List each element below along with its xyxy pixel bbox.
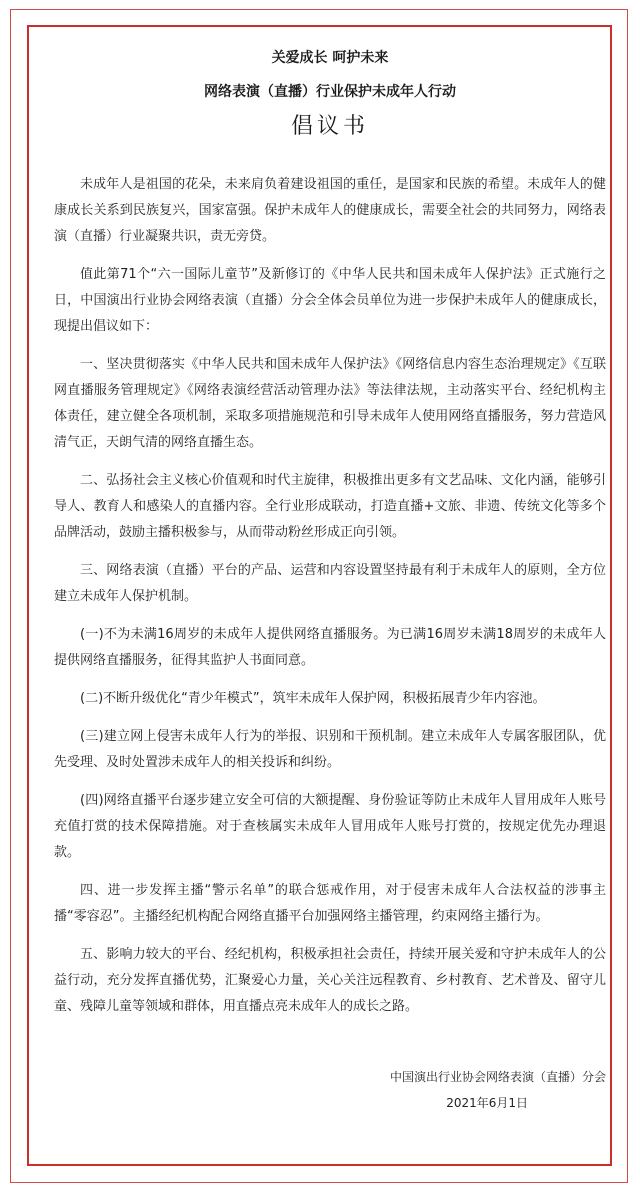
paragraph-sub-1: (一)不为未满16周岁的未成年人提供网络直播服务。为已满16周岁未满18周岁的未成年人提供网络直播服务，征得其监护人书面同意。	[54, 627, 606, 668]
signature-organization: 中国演出行业协会网络表演（直播）分会	[389, 1070, 606, 1084]
paragraph-item-5: 五、影响力较大的平台、经纪机构，积极承担社会责任，持续开展关爱和守护未成年人的公益行动，充分发挥直播优势，汇聚爱心力量，关心关注远程教育、乡村教育、艺术普及、留守儿童、残障儿童等领域和群体，用直播点亮未成年人的成长之路。	[54, 947, 606, 1014]
paragraph-intro: 未成年人是祖国的花朵，未来肩负着建设祖国的重任，是国家和民族的希望。未成年人的健康成长关系到民族复兴，国家富强。保护未成年人的健康成长，需要全社会的共同努力，网络表演（直播）行业凝聚共识，责无旁贷。	[54, 177, 606, 244]
paragraph-item-3: 三、网络表演（直播）平台的产品、运营和内容设置坚持最有利于未成年人的原则，全方位建立未成年人保护机制。	[54, 563, 606, 604]
paragraph-item-2: 二、弘扬社会主义核心价值观和时代主旋律，积极推出更多有文艺品味、文化内涵，能够引导人、教育人和感染人的直播内容。全行业形成联动，打造直播+文旅、非遗、传统文化等多个品牌活动，鼓励主播积极参与，从而带动粉丝形成正向引领。	[54, 473, 606, 540]
paragraph-item-1: 一、坚决贯彻落实《中华人民共和国未成年人保护法》《网络信息内容生态治理规定》《互联网直播服务管理规定》《网络表演经营活动管理办法》等法律法规，主动落实平台、经纪机构主体责任，建立健全各项机制，采取多项措施规范和引导未成年人使用网络直播服务，努力营造风清气正，天朗气清的网络直播生态。	[54, 357, 606, 450]
subheadline: 网络表演（直播）行业保护未成年人行动	[204, 84, 456, 100]
paragraph-sub-3: (三)建立网上侵害未成年人行为的举报、识别和干预机制。建立未成年人专属客服团队，优先受理、及时处置涉未成年人的相关投诉和纠纷。	[54, 729, 606, 770]
document-title: 倡议书	[290, 114, 369, 139]
paragraph-item-4: 四、进一步发挥主播“警示名单”的联合惩戒作用，对于侵害未成年人合法权益的涉事主播“零容忍”。主播经纪机构配合网络直播平台加强网络主播管理，约束网络主播行为。	[54, 883, 606, 924]
signature-date: 2021年6月1日	[446, 1096, 528, 1110]
headline: 关爱成长 呵护未来	[271, 50, 389, 66]
document-body	[54, 40, 606, 1116]
paragraph-sub-2: (二)不断升级优化“青少年模式”，筑牢未成年人保护网，积极拓展青少年内容池。	[80, 691, 546, 706]
paragraph-occasion: 值此第71个“六一国际儿童节”及新修订的《中华人民共和国未成年人保护法》正式施行之日，中国演出行业协会网络表演（直播）分会全体会员单位为进一步保护未成年人的健康成长，现提出倡议如下：	[54, 267, 606, 334]
paragraph-sub-4: (四)网络直播平台逐步建立安全可信的大额提醒、身份验证等防止未成年人冒用成年人账号充值打赏的技术保障措施。对于查核属实未成年人冒用成年人账号打赏的，按规定优先办理退款。	[54, 793, 606, 860]
